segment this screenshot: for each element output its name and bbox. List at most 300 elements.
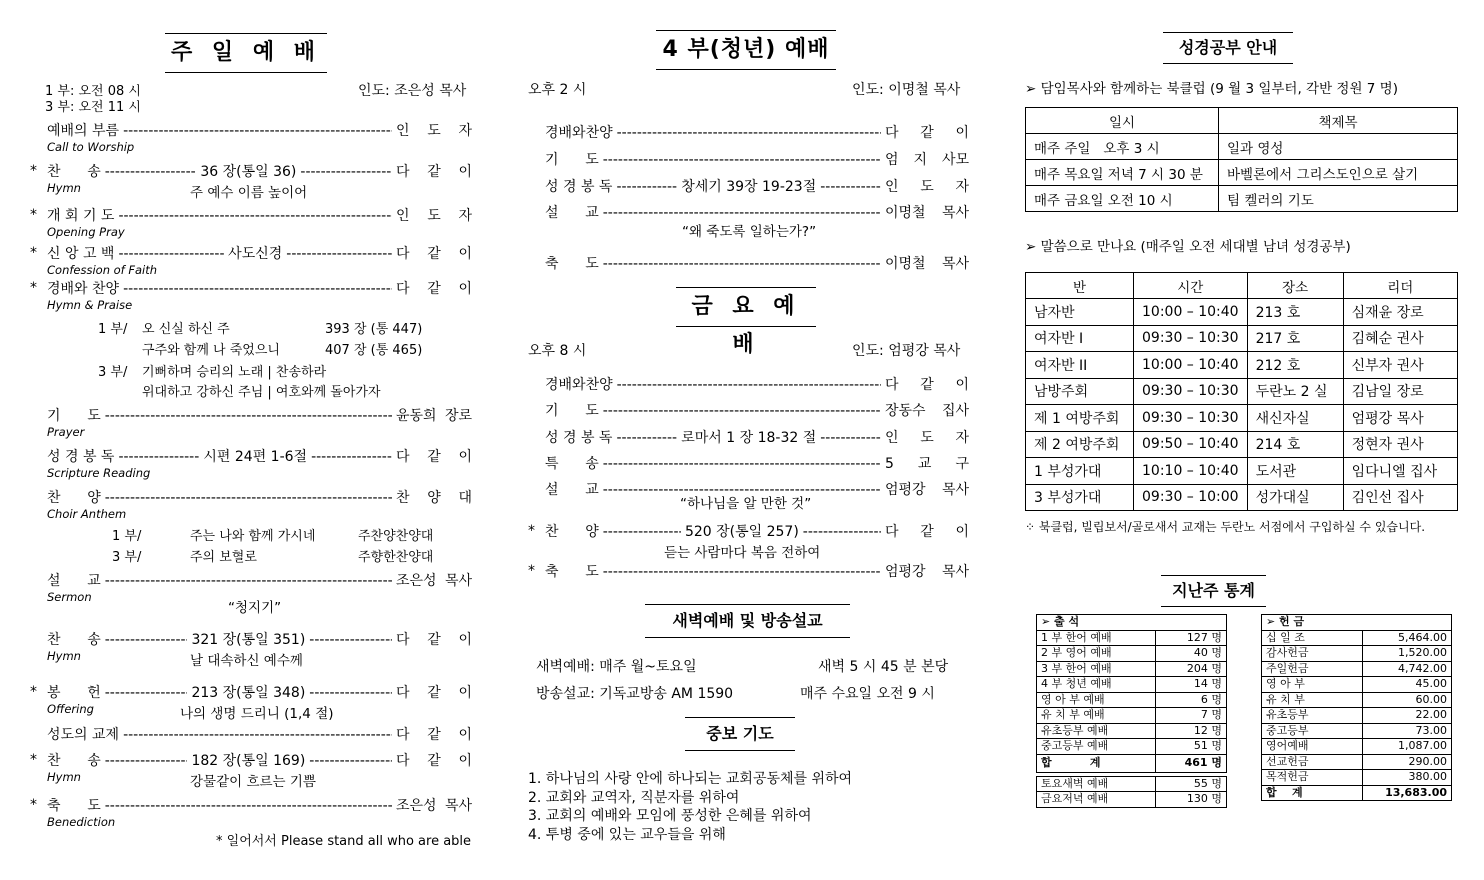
item-label: 개 회 기 도	[47, 208, 115, 224]
leader-dots	[617, 125, 881, 141]
item-person: 윤동희 장로	[396, 408, 472, 424]
leader-dots	[309, 685, 392, 701]
offering-row-value: 5,464.00	[1363, 630, 1452, 646]
item-label: 찬 송	[47, 753, 101, 769]
prayer-item: 4. 투병 중에 있는 교우들을 위해	[528, 826, 726, 843]
item-subtitle: 날 대속하신 예수께	[190, 653, 303, 669]
bookclub-cell: 팀 켈러의 기도	[1219, 186, 1458, 212]
attendance-row-value: 127 명	[1156, 630, 1227, 646]
standing-marker: *	[30, 797, 37, 813]
item-person: 다 같 이	[396, 164, 472, 180]
item-subtitle: 나의 생명 드리니 (1,4 절)	[180, 706, 334, 722]
item-english-label: Hymn	[47, 181, 81, 195]
offering-total-value: 13,683.00	[1363, 785, 1452, 801]
leader-dots	[300, 164, 392, 180]
leader-dots	[118, 246, 224, 262]
item-person: 다 같 이	[885, 524, 969, 540]
standing-marker: *	[528, 563, 535, 579]
item-person: 다 같 이	[396, 246, 472, 262]
item-english-label: Benediction	[47, 815, 116, 829]
word-study-cell: 214 호	[1247, 431, 1343, 458]
item-label: 설 교	[47, 573, 101, 589]
word-study-cell: 10:00 – 10:40	[1134, 299, 1248, 326]
intercession-title: 중보 기도	[685, 717, 795, 751]
word-study-cell: 여자반 I	[1026, 325, 1134, 352]
bookclub-cell: 바벨론에서 그리스도인으로 살기	[1219, 160, 1458, 186]
attendance-row-value: 12 명	[1156, 723, 1227, 739]
word-study-cell: 김혜순 권사	[1343, 325, 1457, 352]
sunday-service-title: 주 일 예 배	[165, 33, 327, 73]
item-english-label: Hymn & Praise	[47, 298, 133, 312]
word-study-cell: 10:00 – 10:40	[1134, 352, 1248, 379]
offering-row-value: 22.00	[1363, 708, 1452, 724]
leader-dots	[105, 685, 188, 701]
attendance-table	[1036, 614, 1227, 808]
leader-dots	[603, 152, 881, 168]
bookclub-header-row	[1026, 108, 1458, 134]
order-of-service-item	[545, 253, 969, 273]
word-study-cell: 김남일 장로	[1343, 378, 1457, 405]
offering-row-label: 선교헌금	[1262, 754, 1363, 770]
item-person: 다 같 이	[396, 753, 472, 769]
bookclub-table	[1025, 107, 1458, 212]
order-of-service-item	[47, 750, 472, 770]
item-person: 인 도 자	[885, 179, 969, 195]
item-label: 설 교	[545, 482, 599, 498]
leader-dots	[309, 632, 392, 648]
item-detail: 213 장(통일 348)	[191, 685, 306, 701]
word-study-row	[1026, 431, 1458, 458]
word-study-cell: 10:10 – 10:40	[1134, 458, 1248, 485]
offering-row-value: 60.00	[1363, 692, 1452, 708]
sunday-leader: 인도: 조은성 목사	[358, 83, 467, 99]
attendance-row-value: 6 명	[1156, 692, 1227, 708]
word-study-cell: 1 부성가대	[1026, 458, 1134, 485]
word-study-cell: 09:30 – 10:30	[1134, 378, 1248, 405]
choir-song: 주의 보혈로	[190, 550, 257, 565]
order-of-service-item	[545, 374, 969, 394]
offering-row	[1262, 677, 1452, 693]
order-of-service-item	[47, 795, 472, 815]
attendance-heading-label: ➢ 출 석	[1037, 615, 1227, 631]
leader-dots	[616, 430, 677, 446]
item-label: 기 도	[545, 152, 599, 168]
prayer-item: 2. 교회와 교역자, 직분자를 위하여	[528, 789, 740, 806]
item-label: 성 경 봉 독	[47, 449, 115, 465]
word-study-cell: 성가대실	[1247, 484, 1343, 511]
bookclub-row	[1026, 160, 1458, 186]
leader-dots	[123, 281, 392, 297]
offering-row-label: 영어예배	[1262, 739, 1363, 755]
word-study-cell: 남방주회	[1026, 378, 1134, 405]
attendance-row-label: 1 부 한어 예배	[1037, 630, 1156, 646]
item-label: 찬 송	[47, 632, 101, 648]
item-person: 다 같 이	[396, 281, 472, 297]
order-of-service-item	[47, 629, 472, 649]
item-english-label: Opening Pray	[47, 225, 125, 239]
item-person: 엄 지 사모	[885, 152, 969, 168]
attendance-total-label: 합 계	[1037, 754, 1156, 772]
order-of-service-item	[47, 120, 472, 140]
praise-song: 구주와 함께 나 죽었으니	[142, 343, 280, 358]
order-of-service-item	[47, 405, 472, 425]
attendance-row	[1037, 677, 1227, 693]
item-english-label: Hymn	[47, 770, 81, 784]
word-study-header-cell: 반	[1026, 273, 1134, 299]
leader-dots	[803, 524, 881, 540]
leader-dots	[820, 430, 881, 446]
standing-marker: *	[30, 245, 37, 261]
item-subtitle: “왜 죽도록 일하는가?”	[682, 224, 817, 240]
item-person: 장동수 집사	[885, 403, 969, 419]
item-detail: 182 장(통일 169)	[191, 753, 306, 769]
attendance-total-value: 461 명	[1156, 754, 1227, 772]
item-person: 다 같 이	[885, 377, 969, 393]
bible-study-title: 성경공부 안내	[1163, 32, 1293, 64]
offering-row-label: 주일헌금	[1262, 661, 1363, 677]
word-study-row	[1026, 325, 1458, 352]
attendance-row-label: 중고등부 예배	[1037, 739, 1156, 755]
word-study-header-cell: 시간	[1134, 273, 1248, 299]
attendance-row-value: 14 명	[1156, 677, 1227, 693]
offering-row	[1262, 723, 1452, 739]
choir-song: 주는 나와 함께 가시네	[190, 529, 316, 544]
word-study-header-cell: 리더	[1343, 273, 1457, 299]
word-study-cell: 3 부성가대	[1026, 484, 1134, 511]
offering-row-label: 유 치 부	[1262, 692, 1363, 708]
word-study-cell: 임다니엘 집사	[1343, 458, 1457, 485]
word-study-cell: 김인선 집사	[1343, 484, 1457, 511]
offering-heading-label: ➢ 헌 금	[1262, 615, 1452, 631]
attendance-row-value: 40 명	[1156, 646, 1227, 662]
item-person: 조은성 목사	[396, 573, 472, 589]
standing-marker: *	[30, 163, 37, 179]
youth-leader: 인도: 이명철 목사	[852, 82, 961, 98]
leader-dots	[603, 564, 881, 580]
leader-dots	[617, 377, 881, 393]
attendance-total	[1037, 754, 1227, 772]
offering-row	[1262, 630, 1452, 646]
order-of-service-item	[47, 446, 472, 466]
standing-marker: *	[528, 523, 535, 539]
attendance-row	[1037, 661, 1227, 677]
word-study-cell: 212 호	[1247, 352, 1343, 379]
item-label: 성도의 교제	[47, 727, 120, 743]
leader-dots	[105, 164, 197, 180]
choir-part: 3 부/	[112, 550, 142, 565]
leader-dots	[311, 449, 392, 465]
item-person: 인 도 자	[396, 208, 472, 224]
leader-dots	[105, 490, 392, 506]
attendance-row-label: 2 부 영어 예배	[1037, 646, 1156, 662]
praise-song: 기뻐하며 승리의 노래 | 찬송하라	[142, 365, 327, 380]
order-of-service-item	[47, 205, 472, 225]
leader-dots	[105, 753, 188, 769]
item-label: 예배의 부름	[47, 123, 120, 139]
item-person: 찬 양 대	[396, 490, 472, 506]
item-label: 기 도	[545, 403, 599, 419]
item-person: 조은성 목사	[396, 798, 472, 814]
item-detail: 창세기 39장 19-23절	[681, 179, 817, 195]
attendance-row-label: 유 치 부 예배	[1037, 708, 1156, 724]
item-person: 다 같 이	[885, 125, 969, 141]
item-english-label: Choir Anthem	[47, 507, 127, 521]
prayer-item: 3. 교회의 예배와 모임에 풍성한 은혜를 위하여	[528, 808, 812, 824]
bookclub-row	[1026, 134, 1458, 160]
standing-marker: *	[30, 207, 37, 223]
standing-marker: *	[30, 752, 37, 768]
praise-part: 1 부/	[98, 322, 128, 337]
item-subtitle: 주 예수 이름 높이어	[190, 185, 308, 201]
word-study-row	[1026, 484, 1458, 511]
offering-row	[1262, 661, 1452, 677]
item-label: 기 도	[47, 408, 101, 424]
bookclub-cell: 매주 주일 오후 3 시	[1026, 134, 1219, 160]
friday-service-title: 금 요 예 배	[676, 287, 816, 327]
sunday-time-1: 1 부: 오전 08 시	[45, 84, 141, 99]
attendance-row	[1037, 723, 1227, 739]
bookclub-header-cell: 일시	[1026, 108, 1219, 134]
offering-heading	[1262, 615, 1452, 631]
leader-dots	[603, 205, 881, 221]
praise-song: 위대하고 강하신 주님 | 여호와께 돌아가자	[142, 385, 381, 400]
order-of-service-item	[47, 243, 472, 263]
item-detail: 321 장(통일 351)	[191, 632, 306, 648]
item-detail: 사도신경	[228, 246, 283, 262]
word-study-row	[1026, 458, 1458, 485]
word-study-cell: 제 1 여방주회	[1026, 405, 1134, 432]
item-label: 찬 양	[47, 490, 101, 506]
offering-row-label: 중고등부	[1262, 723, 1363, 739]
order-of-service-item	[47, 724, 472, 744]
standing-marker: *	[30, 280, 37, 296]
item-label: 봉 헌	[47, 685, 101, 701]
praise-part: 3 부/	[98, 365, 128, 380]
item-label: 성 경 봉 독	[545, 430, 613, 446]
word-study-cell: 남자반	[1026, 299, 1134, 326]
offering-row-value: 290.00	[1363, 754, 1452, 770]
order-of-service-item	[545, 453, 969, 473]
item-label: 축 도	[47, 798, 101, 814]
choir-name: 주향한찬양대	[358, 550, 434, 565]
prayer-item: 1. 하나님의 사랑 안에 하나되는 교회공동체를 위하여	[528, 771, 853, 787]
word-study-cell: 217 호	[1247, 325, 1343, 352]
item-english-label: Offering	[47, 702, 94, 716]
word-study-row	[1026, 352, 1458, 379]
item-detail: 시편 24편 1-6절	[203, 449, 308, 465]
item-person: 인 도 자	[396, 123, 472, 139]
textbook-note: ⁘ 북클럽, 빌립보서/골로새서 교재는 두란노 서점에서 구입하실 수 있습니다.	[1025, 520, 1426, 534]
attendance-heading	[1037, 615, 1227, 631]
offering-row-label: 십 일 조	[1262, 630, 1363, 646]
item-label: 경배와찬양	[545, 125, 613, 141]
word-study-cell: 제 2 여방주회	[1026, 431, 1134, 458]
item-english-label: Scripture Reading	[47, 466, 151, 480]
word-study-cell: 도서관	[1247, 458, 1343, 485]
friday-time: 오후 8 시	[528, 343, 587, 359]
praise-song: 오 신실 하신 주	[142, 322, 230, 337]
item-person: 다 같 이	[396, 727, 472, 743]
leader-dots	[105, 798, 392, 814]
sunday-time-2: 3 부: 오전 11 시	[45, 100, 141, 115]
bookclub-cell: 일과 영성	[1219, 134, 1458, 160]
leader-dots	[616, 179, 677, 195]
item-label: 축 도	[545, 564, 599, 580]
statistics-title: 지난주 통계	[1161, 575, 1266, 607]
order-of-service-item	[545, 202, 969, 222]
leader-dots	[286, 246, 392, 262]
attendance-row-value: 204 명	[1156, 661, 1227, 677]
dawn-line1-right: 새벽 5 시 45 분 본당	[818, 659, 949, 675]
order-of-service-item	[545, 122, 969, 142]
word-study-cell: 새신자실	[1247, 405, 1343, 432]
attendance-extra-row-label: 토요새벽 예배	[1037, 776, 1156, 792]
item-person: 다 같 이	[396, 685, 472, 701]
item-english-label: Sermon	[47, 590, 92, 604]
leader-dots	[118, 449, 199, 465]
order-of-service-item	[47, 161, 472, 181]
offering-row	[1262, 708, 1452, 724]
offering-row	[1262, 739, 1452, 755]
attendance-row	[1037, 739, 1227, 755]
order-of-service-item	[545, 561, 969, 581]
order-of-service-item	[545, 400, 969, 420]
word-study-cell: 09:50 – 10:40	[1134, 431, 1248, 458]
item-label: 경배와 찬양	[47, 281, 120, 297]
offering-row-value: 45.00	[1363, 677, 1452, 693]
attendance-row-label: 3 부 한어 예배	[1037, 661, 1156, 677]
youth-service-title: 4 부(청년) 예배	[656, 30, 836, 70]
bookclub-cell: 매주 목요일 저녁 7 시 30 분	[1026, 160, 1219, 186]
word-study-row	[1026, 378, 1458, 405]
bookclub-header-cell: 책제목	[1219, 108, 1458, 134]
order-of-service-item	[545, 176, 969, 196]
leader-dots	[123, 727, 392, 743]
standing-marker: *	[30, 684, 37, 700]
attendance-row-value: 7 명	[1156, 708, 1227, 724]
word-study-cell: 213 호	[1247, 299, 1343, 326]
leader-dots	[603, 456, 881, 472]
item-subtitle: 듣는 사람마다 복음 전하여	[664, 545, 821, 561]
leader-dots	[309, 753, 392, 769]
attendance-extra-row	[1037, 776, 1227, 792]
attendance-extra-row	[1037, 792, 1227, 808]
item-label: 축 도	[545, 256, 599, 272]
word-study-cell: 09:30 – 10:00	[1134, 484, 1248, 511]
attendance-row	[1037, 630, 1227, 646]
friday-leader: 인도: 엄평강 목사	[852, 343, 961, 359]
attendance-row-label: 영 아 부 예배	[1037, 692, 1156, 708]
offering-row-value: 1,520.00	[1363, 646, 1452, 662]
item-person: 인 도 자	[885, 430, 969, 446]
item-subtitle: “청지기”	[228, 600, 282, 616]
item-subtitle: “하나님을 알 만한 것”	[680, 496, 812, 512]
offering-row-value: 1,087.00	[1363, 739, 1452, 755]
word-study-cell: 심재윤 장로	[1343, 299, 1457, 326]
choir-name: 주찬양찬양대	[358, 529, 434, 544]
offering-row	[1262, 754, 1452, 770]
dawn-line1-left: 새벽예배: 매주 월~토요일	[536, 659, 697, 675]
offering-row-label: 감사헌금	[1262, 646, 1363, 662]
offering-row-label: 유초등부	[1262, 708, 1363, 724]
item-subtitle: 강물같이 흐르는 기쁨	[190, 774, 316, 790]
leader-dots	[123, 123, 392, 139]
praise-hymn-number: 393 장 (통 447)	[325, 322, 423, 337]
word-study-table	[1025, 272, 1458, 511]
bookclub-heading: ➢ 담임목사와 함께하는 북클럽 (9 월 3 일부터, 각반 정원 7 명)	[1025, 81, 1398, 97]
word-study-cell: 09:30 – 10:30	[1134, 325, 1248, 352]
item-person: 엄평강 목사	[885, 482, 969, 498]
attendance-extra-row-label: 금요저녁 예배	[1037, 792, 1156, 808]
offering-row-label: 목적헌금	[1262, 770, 1363, 786]
item-english-label: Call to Worship	[47, 140, 135, 154]
attendance-row-label: 4 부 청년 예배	[1037, 677, 1156, 693]
offering-row-value: 73.00	[1363, 723, 1452, 739]
dawn-service-title: 새벽예배 및 방송설교	[645, 604, 850, 638]
attendance-row	[1037, 646, 1227, 662]
word-study-cell: 두란노 2 실	[1247, 378, 1343, 405]
bookclub-row	[1026, 186, 1458, 212]
leader-dots	[603, 403, 881, 419]
item-person: 엄평강 목사	[885, 564, 969, 580]
word-study-heading: ➢ 말씀으로 만나요 (매주일 오전 세대별 남녀 성경공부)	[1025, 239, 1351, 255]
item-person: 5 교 구	[885, 456, 969, 472]
dawn-line2-left: 방송설교: 기독교방송 AM 1590	[536, 686, 734, 702]
youth-time: 오후 2 시	[528, 82, 587, 98]
item-person: 이명철 목사	[885, 205, 969, 221]
item-english-label: Hymn	[47, 649, 81, 663]
order-of-service-item	[47, 682, 472, 702]
word-study-cell: 정현자 권사	[1343, 431, 1457, 458]
order-of-service-item	[545, 149, 969, 169]
offering-row	[1262, 646, 1452, 662]
offering-table	[1261, 614, 1452, 801]
attendance-row-label: 유초등부 예배	[1037, 723, 1156, 739]
word-study-row	[1026, 405, 1458, 432]
item-label: 신 앙 고 백	[47, 246, 115, 262]
order-of-service-item	[545, 521, 969, 541]
item-label: 경배와찬양	[545, 377, 613, 393]
word-study-cell: 신부자 권사	[1343, 352, 1457, 379]
word-study-cell: 09:30 – 10:30	[1134, 405, 1248, 432]
offering-row	[1262, 692, 1452, 708]
word-study-cell: 여자반 II	[1026, 352, 1134, 379]
word-study-header-cell: 장소	[1247, 273, 1343, 299]
leader-dots	[603, 524, 681, 540]
item-label: 특 송	[545, 456, 599, 472]
item-english-label: Confession of Faith	[47, 263, 158, 277]
standing-footnote: * 일어서서 Please stand all who are able	[216, 834, 472, 849]
offering-row	[1262, 770, 1452, 786]
bookclub-cell: 매주 금요일 오전 10 시	[1026, 186, 1219, 212]
leader-dots	[820, 179, 881, 195]
offering-row-value: 4,742.00	[1363, 661, 1452, 677]
offering-total	[1262, 785, 1452, 801]
word-study-header-row	[1026, 273, 1458, 299]
leader-dots	[105, 408, 392, 424]
item-detail: 36 장(통일 36)	[200, 164, 297, 180]
word-study-row	[1026, 299, 1458, 326]
attendance-row-value: 51 명	[1156, 739, 1227, 755]
item-person: 다 같 이	[396, 632, 472, 648]
attendance-row	[1037, 708, 1227, 724]
order-of-service-item	[545, 427, 969, 447]
attendance-row	[1037, 692, 1227, 708]
item-english-label: Prayer	[47, 425, 85, 439]
leader-dots	[105, 573, 392, 589]
dawn-line2-right: 매주 수요일 오전 9 시	[800, 686, 935, 702]
leader-dots	[105, 632, 188, 648]
